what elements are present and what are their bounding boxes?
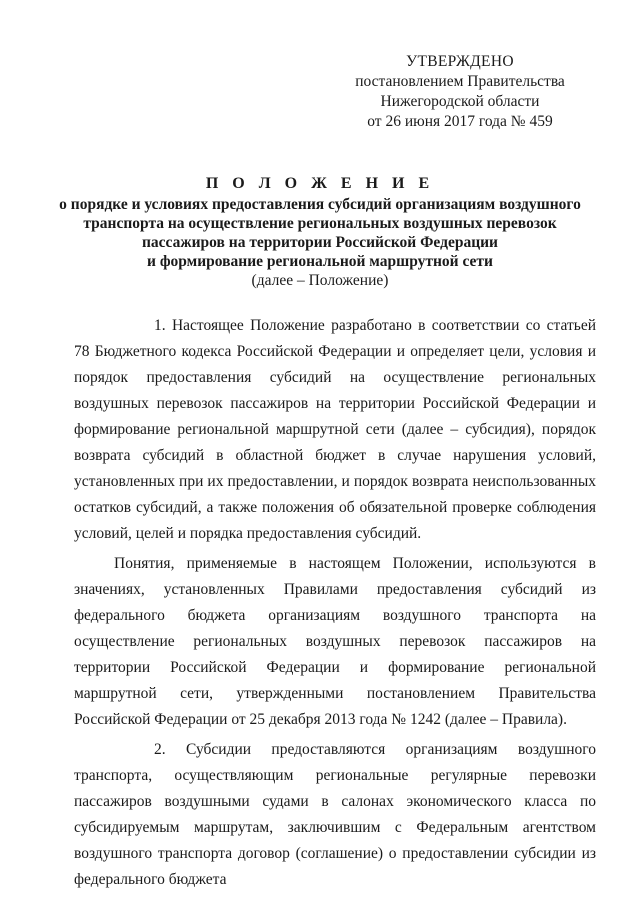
title-subtitle-line: пассажиров на территории Российской Федерации <box>141 234 498 251</box>
paragraph-1-continued <box>74 551 596 733</box>
paragraph-2 <box>74 737 596 893</box>
title-note: (далее – Положение) <box>251 272 389 289</box>
title-subtitle-line: о порядке и условиях предоставления субсидий организациям воздушного <box>59 196 581 213</box>
paragraph-text: Субсидии предоставляются организациям воздушного транспорта, осуществляющим региональные регулярные перевозки пассажиров воздушными судами в салонах экономического класса по субсидируемым маршрутам, заключившим с Федеральным агентством воздушного транспорта договор (соглашение) о предоставлении субсидии из федерального бюджета <box>74 741 597 888</box>
paragraph-number: 2. <box>154 741 166 758</box>
approval-stamp: УТВЕРЖДЕНО <box>406 53 514 70</box>
paragraph-1 <box>74 313 596 547</box>
document-body <box>74 313 596 893</box>
paragraph-number: 1. <box>154 317 166 334</box>
paragraph-text: Настоящее Положение разработано в соответствии со статьей 78 Бюджетного кодекса Российской Федерации и определяет цели, условия и порядок предоставления субсидий на осуществление региональных воздушных перевозок пассажиров на территории Российской Федерации и формирование региональной маршрутной сети (далее – субсидия), порядок возврата субсидий в областной бюджет в случае нарушения условий, установленных при их предоставлении, и порядок возврата неиспользованных остатков субсидий, а также положения об обязательной проверке соблюдения условий, целей и порядка предоставления субсидий. <box>74 317 597 542</box>
document-title <box>40 174 600 290</box>
approval-line: постановлением Правительства <box>355 73 565 90</box>
approval-line: Нижегородской области <box>380 93 540 110</box>
title-subtitle-line: транспорта на осуществление региональных воздушных перевозок <box>83 215 557 232</box>
paragraph-text: Понятия, применяемые в настоящем Положении, используются в значениях, установленных Правилами предоставления субсидий из федерального бюджета организациям воздушного транспорта на осуществление региональных воздушных перевозок пассажиров на территории Российской Федерации и формирование региональной маршрутной сети, утвержденными постановлением Правительства Российской Федерации от 25 декабря 2013 года № 1242 (далее – Правила). <box>74 555 596 728</box>
approval-block <box>340 52 580 132</box>
title-subtitle-line: и формирование региональной маршрутной сети <box>147 253 493 270</box>
title-heading: П О Л О Ж Е Н И Е <box>205 175 435 192</box>
approval-line: от 26 июня 2017 года № 459 <box>367 113 553 130</box>
